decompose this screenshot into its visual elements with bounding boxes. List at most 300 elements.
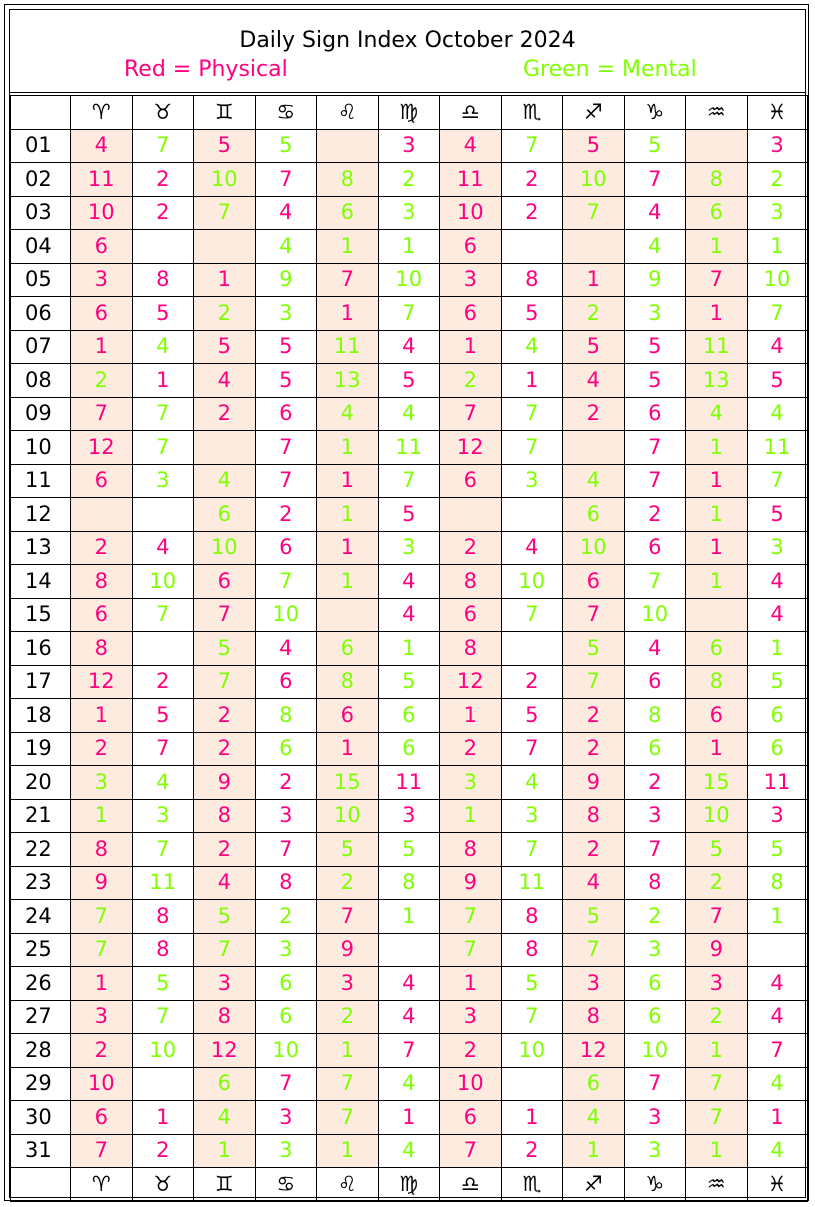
index-cell: 11: [132, 866, 194, 900]
day-label: 08: [11, 364, 71, 398]
index-cell: 1: [317, 297, 379, 331]
index-cell: 1: [317, 732, 379, 766]
index-cell: 5: [624, 364, 686, 398]
index-cell: 5: [501, 967, 563, 1001]
index-cell: 8: [317, 665, 379, 699]
index-cell: 6: [686, 196, 748, 230]
index-cell: 1: [378, 900, 440, 934]
index-cell: [563, 431, 625, 465]
index-cell: 1: [747, 1101, 807, 1135]
index-cell: 1: [317, 1134, 379, 1168]
index-cell: 5: [255, 364, 317, 398]
index-cell: 4: [747, 967, 807, 1001]
index-cell: 1: [71, 330, 133, 364]
index-cell: 7: [194, 196, 256, 230]
index-cell: 7: [440, 900, 502, 934]
sign-header-4: ♌: [317, 96, 379, 130]
sign-header-11: ♓: [747, 96, 807, 130]
day-label: 10: [11, 431, 71, 465]
sign-header-5: ♍: [378, 1168, 440, 1202]
sign-header-11: ♓: [747, 1168, 807, 1202]
legend-mental: Green = Mental: [523, 57, 697, 82]
index-cell: 7: [747, 297, 807, 331]
index-cell: 2: [686, 866, 748, 900]
index-cell: 9: [440, 866, 502, 900]
index-cell: 2: [747, 163, 807, 197]
index-cell: 4: [501, 531, 563, 565]
index-cell: 8: [71, 632, 133, 666]
index-cell: 3: [747, 799, 807, 833]
index-cell: 4: [378, 598, 440, 632]
index-cell: 7: [563, 196, 625, 230]
day-label: 31: [11, 1134, 71, 1168]
index-cell: 3: [132, 799, 194, 833]
index-cell: 6: [71, 464, 133, 498]
day-label: 26: [11, 967, 71, 1001]
index-cell: 7: [317, 1067, 379, 1101]
table-row: [11, 1067, 808, 1101]
index-cell: 5: [132, 699, 194, 733]
index-cell: 3: [255, 933, 317, 967]
index-cell: 4: [132, 531, 194, 565]
index-cell: 2: [501, 196, 563, 230]
index-cell: 10: [624, 598, 686, 632]
index-cell: 11: [440, 163, 502, 197]
index-cell: 7: [317, 900, 379, 934]
index-cell: 4: [501, 330, 563, 364]
index-cell: 1: [132, 1101, 194, 1135]
index-cell: 5: [378, 665, 440, 699]
index-cell: 7: [624, 565, 686, 599]
index-cell: 4: [501, 766, 563, 800]
index-cell: 2: [440, 364, 502, 398]
index-cell: 11: [317, 330, 379, 364]
index-cell: 6: [440, 464, 502, 498]
sign-header-7: ♏: [501, 96, 563, 130]
index-cell: 6: [378, 699, 440, 733]
index-cell: 4: [747, 1067, 807, 1101]
index-cell: 6: [255, 1000, 317, 1034]
index-cell: 2: [194, 833, 256, 867]
index-cell: 1: [132, 364, 194, 398]
index-cell: 1: [686, 297, 748, 331]
index-cell: 10: [686, 799, 748, 833]
index-cell: 10: [317, 799, 379, 833]
index-cell: 8: [132, 263, 194, 297]
table-row: [11, 967, 808, 1001]
day-label: 23: [11, 866, 71, 900]
index-cell: 10: [255, 598, 317, 632]
day-label: 02: [11, 163, 71, 197]
day-label: 30: [11, 1101, 71, 1135]
index-cell: 6: [378, 732, 440, 766]
index-cell: 7: [501, 397, 563, 431]
table-row: [11, 263, 808, 297]
index-cell: 1: [317, 431, 379, 465]
index-cell: 3: [255, 1134, 317, 1168]
index-cell: 11: [378, 431, 440, 465]
index-cell: [132, 632, 194, 666]
index-cell: 7: [501, 833, 563, 867]
table-row: [11, 1101, 808, 1135]
index-cell: 9: [317, 933, 379, 967]
index-cell: 6: [255, 397, 317, 431]
index-cell: 7: [255, 833, 317, 867]
sign-header-8: ♐: [563, 96, 625, 130]
index-cell: 4: [194, 364, 256, 398]
index-cell: 13: [317, 364, 379, 398]
sign-header-row: [11, 96, 808, 130]
index-cell: 1: [501, 1101, 563, 1135]
index-cell: 6: [194, 498, 256, 532]
index-cell: 5: [378, 364, 440, 398]
index-cell: 4: [686, 397, 748, 431]
index-cell: 8: [624, 866, 686, 900]
index-cell: 5: [686, 833, 748, 867]
index-cell: 10: [440, 196, 502, 230]
index-cell: 5: [255, 129, 317, 163]
index-cell: 10: [71, 196, 133, 230]
index-cell: 6: [747, 732, 807, 766]
table-row: [11, 498, 808, 532]
day-label: 27: [11, 1000, 71, 1034]
index-cell: 8: [563, 1000, 625, 1034]
index-cell: 8: [132, 933, 194, 967]
index-cell: 1: [686, 732, 748, 766]
day-label: 14: [11, 565, 71, 599]
sign-header-10: ♒: [686, 96, 748, 130]
index-cell: 1: [378, 1101, 440, 1135]
index-cell: 8: [686, 665, 748, 699]
index-cell: 2: [132, 1134, 194, 1168]
index-cell: 1: [317, 565, 379, 599]
index-cell: 1: [686, 498, 748, 532]
index-cell: 5: [563, 129, 625, 163]
index-cell: 4: [563, 1101, 625, 1135]
index-cell: 7: [71, 397, 133, 431]
table-row: [11, 1134, 808, 1168]
day-label: 20: [11, 766, 71, 800]
index-cell: 4: [624, 196, 686, 230]
index-cell: 1: [71, 699, 133, 733]
index-cell: 7: [624, 163, 686, 197]
index-cell: [71, 498, 133, 532]
index-cell: 3: [378, 531, 440, 565]
index-cell: [317, 129, 379, 163]
index-cell: [317, 598, 379, 632]
table-row: [11, 1034, 808, 1068]
index-cell: 2: [194, 297, 256, 331]
index-cell: 2: [71, 364, 133, 398]
table-row: [11, 364, 808, 398]
index-cell: 6: [686, 699, 748, 733]
index-cell: 10: [132, 565, 194, 599]
day-label: 22: [11, 833, 71, 867]
index-cell: 10: [71, 1067, 133, 1101]
index-cell: 4: [378, 1067, 440, 1101]
index-cell: 6: [255, 665, 317, 699]
sign-header-7: ♏: [501, 1168, 563, 1202]
index-cell: 4: [747, 565, 807, 599]
index-cell: 7: [440, 1134, 502, 1168]
index-cell: 4: [378, 565, 440, 599]
table-row: [11, 665, 808, 699]
index-cell: 2: [563, 732, 625, 766]
index-cell: 3: [378, 799, 440, 833]
index-cell: 7: [563, 933, 625, 967]
index-cell: [378, 933, 440, 967]
day-label: 21: [11, 799, 71, 833]
table-row: [11, 732, 808, 766]
index-cell: 11: [71, 163, 133, 197]
index-cell: 7: [686, 1067, 748, 1101]
index-cell: 4: [747, 598, 807, 632]
index-cell: 4: [440, 129, 502, 163]
sign-header-6: ♎: [440, 1168, 502, 1202]
index-cell: 4: [194, 464, 256, 498]
index-cell: [132, 1067, 194, 1101]
index-cell: 3: [255, 799, 317, 833]
index-cell: 13: [686, 364, 748, 398]
index-cell: 10: [501, 1034, 563, 1068]
index-cell: 2: [71, 1034, 133, 1068]
index-cell: 2: [255, 766, 317, 800]
index-cell: 5: [378, 833, 440, 867]
index-cell: 6: [624, 732, 686, 766]
index-cell: 6: [686, 632, 748, 666]
index-cell: 3: [440, 263, 502, 297]
index-cell: 3: [624, 933, 686, 967]
index-cell: 7: [132, 1000, 194, 1034]
index-cell: 1: [686, 431, 748, 465]
index-cell: [747, 933, 807, 967]
index-cell: 11: [747, 431, 807, 465]
index-cell: 6: [563, 1067, 625, 1101]
index-cell: 1: [747, 900, 807, 934]
index-cell: 12: [563, 1034, 625, 1068]
index-cell: 5: [563, 330, 625, 364]
table-row: [11, 900, 808, 934]
index-cell: 3: [624, 1101, 686, 1135]
index-cell: 10: [194, 531, 256, 565]
sign-header-3: ♋: [255, 96, 317, 130]
index-cell: 2: [624, 498, 686, 532]
index-cell: 3: [501, 464, 563, 498]
day-label: 13: [11, 531, 71, 565]
day-label: 15: [11, 598, 71, 632]
index-cell: 3: [686, 967, 748, 1001]
index-cell: 7: [317, 263, 379, 297]
index-cell: 6: [71, 297, 133, 331]
index-cell: 5: [624, 330, 686, 364]
index-cell: 5: [194, 129, 256, 163]
index-cell: 6: [440, 598, 502, 632]
index-cell: 6: [255, 732, 317, 766]
index-cell: 12: [440, 431, 502, 465]
index-cell: 7: [501, 598, 563, 632]
index-cell: 2: [563, 699, 625, 733]
index-cell: 4: [132, 330, 194, 364]
index-cell: 1: [563, 1134, 625, 1168]
index-cell: 7: [686, 900, 748, 934]
sign-header-0: ♈: [71, 1168, 133, 1202]
index-cell: 3: [747, 129, 807, 163]
index-cell: 7: [132, 598, 194, 632]
index-cell: 10: [563, 531, 625, 565]
index-cell: 2: [624, 900, 686, 934]
index-cell: 4: [255, 196, 317, 230]
index-cell: 4: [132, 766, 194, 800]
index-cell: 10: [501, 565, 563, 599]
sign-header-5: ♍: [378, 96, 440, 130]
index-cell: 1: [686, 1034, 748, 1068]
corner-cell: [11, 96, 71, 130]
index-cell: 12: [194, 1034, 256, 1068]
index-cell: 2: [440, 1034, 502, 1068]
day-label: 05: [11, 263, 71, 297]
index-cell: 1: [686, 1134, 748, 1168]
sign-index-table: [10, 95, 808, 1202]
sign-header-0: ♈: [71, 96, 133, 130]
index-cell: 4: [255, 632, 317, 666]
index-cell: 11: [686, 330, 748, 364]
index-cell: 12: [71, 665, 133, 699]
index-cell: 7: [563, 665, 625, 699]
day-label: 11: [11, 464, 71, 498]
index-cell: 7: [255, 163, 317, 197]
day-label: 07: [11, 330, 71, 364]
index-cell: 8: [132, 900, 194, 934]
index-cell: 10: [378, 263, 440, 297]
index-cell: 8: [71, 833, 133, 867]
index-cell: 3: [71, 263, 133, 297]
index-cell: 2: [624, 766, 686, 800]
index-cell: 7: [71, 900, 133, 934]
index-cell: 6: [747, 699, 807, 733]
index-cell: 2: [563, 297, 625, 331]
index-cell: 7: [378, 464, 440, 498]
index-cell: 5: [563, 900, 625, 934]
index-cell: [501, 230, 563, 264]
index-cell: 5: [624, 129, 686, 163]
index-cell: 2: [563, 397, 625, 431]
index-cell: 7: [563, 598, 625, 632]
index-cell: 3: [440, 1000, 502, 1034]
index-cell: 9: [194, 766, 256, 800]
index-cell: 2: [255, 498, 317, 532]
index-cell: [132, 498, 194, 532]
index-cell: 5: [747, 833, 807, 867]
index-cell: 5: [747, 364, 807, 398]
index-cell: 5: [132, 967, 194, 1001]
index-cell: 7: [194, 598, 256, 632]
sign-header-6: ♎: [440, 96, 502, 130]
index-cell: 3: [624, 297, 686, 331]
table-row: [11, 196, 808, 230]
day-label: 24: [11, 900, 71, 934]
index-cell: 6: [194, 565, 256, 599]
index-cell: 8: [501, 933, 563, 967]
index-cell: 10: [194, 163, 256, 197]
index-cell: 2: [317, 1000, 379, 1034]
index-cell: 6: [624, 397, 686, 431]
index-cell: 9: [255, 263, 317, 297]
index-cell: 6: [624, 1000, 686, 1034]
index-cell: 2: [255, 900, 317, 934]
index-cell: 2: [71, 732, 133, 766]
index-cell: 8: [624, 699, 686, 733]
index-cell: 5: [255, 330, 317, 364]
day-label: 16: [11, 632, 71, 666]
sign-header-9: ♑: [624, 96, 686, 130]
index-cell: 3: [440, 766, 502, 800]
index-cell: 3: [747, 196, 807, 230]
index-cell: 2: [501, 1134, 563, 1168]
index-cell: 7: [255, 565, 317, 599]
index-cell: [686, 598, 748, 632]
index-cell: 15: [686, 766, 748, 800]
index-cell: 1: [501, 364, 563, 398]
index-cell: 5: [317, 833, 379, 867]
index-cell: 7: [71, 1134, 133, 1168]
index-cell: 5: [747, 498, 807, 532]
index-cell: [501, 1067, 563, 1101]
index-cell: 1: [747, 632, 807, 666]
index-cell: 8: [440, 632, 502, 666]
index-cell: 3: [255, 297, 317, 331]
index-cell: 6: [624, 665, 686, 699]
sign-header-2: ♊: [194, 96, 256, 130]
index-cell: 4: [624, 632, 686, 666]
index-cell: 7: [624, 833, 686, 867]
index-cell: 1: [71, 967, 133, 1001]
index-cell: 7: [501, 431, 563, 465]
index-cell: 8: [563, 799, 625, 833]
table-row: [11, 330, 808, 364]
index-cell: 6: [440, 297, 502, 331]
index-cell: 7: [440, 933, 502, 967]
index-cell: 5: [501, 297, 563, 331]
index-cell: 8: [686, 163, 748, 197]
index-cell: 6: [71, 230, 133, 264]
index-cell: 2: [440, 531, 502, 565]
day-label: 04: [11, 230, 71, 264]
day-label: 06: [11, 297, 71, 331]
table-row: [11, 799, 808, 833]
index-cell: 6: [624, 531, 686, 565]
table-row: [11, 297, 808, 331]
index-cell: 11: [747, 766, 807, 800]
index-cell: 7: [132, 397, 194, 431]
table-row: [11, 163, 808, 197]
index-cell: 10: [440, 1067, 502, 1101]
index-cell: 6: [440, 230, 502, 264]
index-cell: 1: [440, 330, 502, 364]
index-cell: 5: [132, 297, 194, 331]
index-cell: 8: [194, 799, 256, 833]
legend-physical: Red = Physical: [124, 57, 288, 82]
index-cell: 7: [132, 833, 194, 867]
index-cell: 5: [194, 330, 256, 364]
index-cell: 7: [378, 1034, 440, 1068]
index-cell: 1: [194, 1134, 256, 1168]
day-label: 12: [11, 498, 71, 532]
index-cell: 2: [194, 699, 256, 733]
index-cell: 7: [686, 1101, 748, 1135]
index-cell: 2: [501, 163, 563, 197]
index-cell: 8: [71, 565, 133, 599]
table-row: [11, 833, 808, 867]
